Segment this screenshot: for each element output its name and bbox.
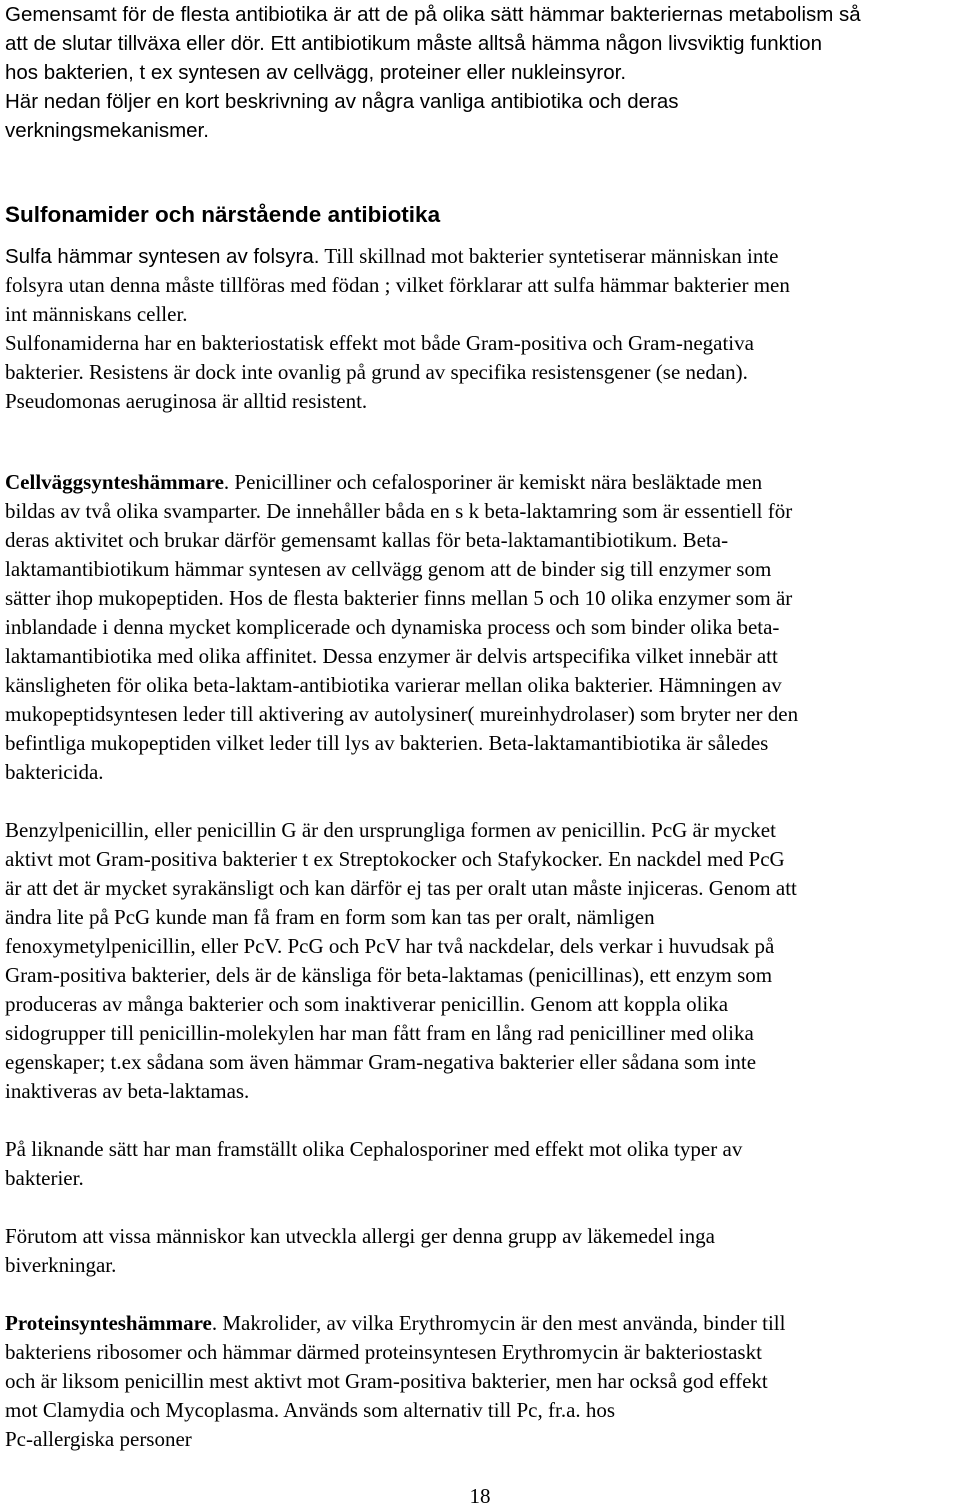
cellwall-term: Cellväggsynteshämmare (5, 470, 224, 494)
penicillin-line: aktivt mot Gram-positiva bakterier t ex Streptokocker och Stafykocker. En nackdel med PcG (5, 847, 785, 871)
cellwall-first-line (5, 468, 955, 497)
page-number: 18 (469, 1484, 491, 1508)
intro-line: verkningsmekanismer. (5, 119, 209, 142)
intro-line: att de slutar tillväxa eller dör. Ett antibiotikum måste alltså hämma någon livsviktig funktion (5, 32, 822, 55)
sulfa-first-line-serif: Till skillnad mot bakterier syntetiserar människan inte (319, 244, 779, 268)
sulfa-first-line-sans: Sulfa hämmar syntesen av folsyra. (5, 245, 320, 268)
cellwall-line: deras aktivitet och brukar därför gemensamt kallas för beta-laktamantibiotikum. Beta- (5, 528, 729, 552)
penicillin-line: egenskaper; t.ex sådana som även hämmar Gram-negativa bakterier eller sådana som inte (5, 1050, 757, 1074)
cellwall-line: befintliga mukopeptiden vilket leder till lys av bakterien. Beta-laktamantibiotika är således (5, 731, 769, 755)
protein-term: Proteinsynteshämmare (5, 1311, 212, 1335)
intro-line: Här nedan följer en kort beskrivning av några vanliga antibiotika och deras (5, 90, 679, 113)
cellwall-line: sätter ihop mukopeptiden. Hos de flesta bakterier finns mellan 5 och 10 olika enzymer som är (5, 586, 793, 610)
protein-line: mot Clamydia och Mycoplasma. Används som alternativ till Pc, fr.a. hos (5, 1398, 616, 1422)
sulfa-paragraph (5, 242, 955, 416)
protein-first-line (5, 1309, 955, 1338)
protein-paragraph (5, 1309, 955, 1454)
penicillin-line: Benzylpenicillin, eller penicillin G är den ursprungliga formen av penicillin. PcG är mycket (5, 818, 776, 842)
cellwall-line: mukopeptidsyntesen leder till aktivering av autolysiner( mureinhydrolaser) som bryter ner den (5, 702, 799, 726)
cellwall-line: laktamantibiotikum hämmar syntesen av cellvägg genom att de binder sig till enzymer som (5, 557, 772, 581)
allergy-line: biverkningar. (5, 1253, 117, 1277)
penicillin-line: Gram-positiva bakterier, dels är de känsliga för beta-laktamas (penicillinas), ett enzym som (5, 963, 773, 987)
intro-paragraph (5, 0, 955, 145)
sulfa-line: folsyra utan denna måste tillföras med födan ; vilket förklarar att sulfa hämmar bakterier men (5, 273, 790, 297)
penicillin-line: sidogrupper till penicillin-molekylen har man fått fram en lång rad penicilliner med olika (5, 1021, 754, 1045)
cellwall-paragraph (5, 468, 955, 787)
penicillin-line: är att det är mycket syrakänsligt och kan därför ej tas per oralt utan måste injiceras. Genom att (5, 876, 797, 900)
sulfa-line: Sulfonamiderna har en bakteriostatisk effekt mot både Gram-positiva och Gram-negativa (5, 331, 754, 355)
penicillin-line: produceras av många bakterier och som inaktiverar penicillin. Genom att koppla olika (5, 992, 729, 1016)
penicillin-line: inaktiveras av beta-laktamas. (5, 1079, 250, 1103)
cellwall-line: känsligheten för olika beta-laktam-antibiotika varierar mellan olika bakterier. Hämningen av (5, 673, 782, 697)
cellwall-line: inblandade i denna mycket komplicerade och dynamiska process och som binder olika beta- (5, 615, 780, 639)
intro-line: hos bakterien, t ex syntesen av cellvägg, proteiner eller nukleinsyror. (5, 61, 627, 84)
intro-line: Gemensamt för de flesta antibiotika är att de på olika sätt hämmar bakteriernas metabolism så (5, 3, 861, 26)
cellwall-line: bildas av två olika svamparter. De innehåller båda en s k beta-laktamring som är essentiell för (5, 499, 793, 523)
sulfa-first-line (5, 242, 955, 271)
cellwall-line: baktericida. (5, 760, 104, 784)
cellwall-line: laktamantibiotika med olika affinitet. Dessa enzymer är delvis artspecifika vilket innebär att (5, 644, 778, 668)
sulfa-heading: Sulfonamider och närstående antibiotika (5, 202, 441, 227)
protein-line: Pc-allergiska personer (5, 1427, 192, 1451)
sulfa-line: int människans celler. (5, 302, 188, 326)
protein-line: bakteriens ribosomer och hämmar därmed proteinsyntesen Erythromycin är bakteriostaskt (5, 1340, 762, 1364)
allergy-paragraph (5, 1222, 955, 1280)
protein-first-line-rest: . Makrolider, av vilka Erythromycin är den mest använda, binder till (211, 1311, 786, 1335)
penicillin-line: ändra lite på PcG kunde man få fram en form som kan tas per oralt, nämligen (5, 905, 655, 929)
cephalosporin-line: bakterier. (5, 1166, 84, 1190)
cephalosporin-line: På liknande sätt har man framställt olika Cephalosporiner med effekt mot olika typer av (5, 1137, 743, 1161)
sulfa-line: bakterier. Resistens är dock inte ovanlig på grund av specifika resistensgener (se nedan). (5, 360, 748, 384)
penicillin-line: fenoxymetylpenicillin, eller PcV. PcG och PcV har två nackdelar, dels verkar i huvudsak på (5, 934, 775, 958)
cellwall-first-line-rest: . Penicilliner och cefalosporiner är kemiskt nära besläktade men (223, 470, 763, 494)
sulfa-line: Pseudomonas aeruginosa är alltid resistent. (5, 389, 368, 413)
penicillin-paragraph (5, 816, 955, 1106)
protein-line: och är liksom penicillin mest aktivt mot Gram-positiva bakterier, men har också god effekt (5, 1369, 768, 1393)
cephalosporin-paragraph (5, 1135, 955, 1193)
allergy-line: Förutom att vissa människor kan utveckla allergi ger denna grupp av läkemedel inga (5, 1224, 715, 1248)
